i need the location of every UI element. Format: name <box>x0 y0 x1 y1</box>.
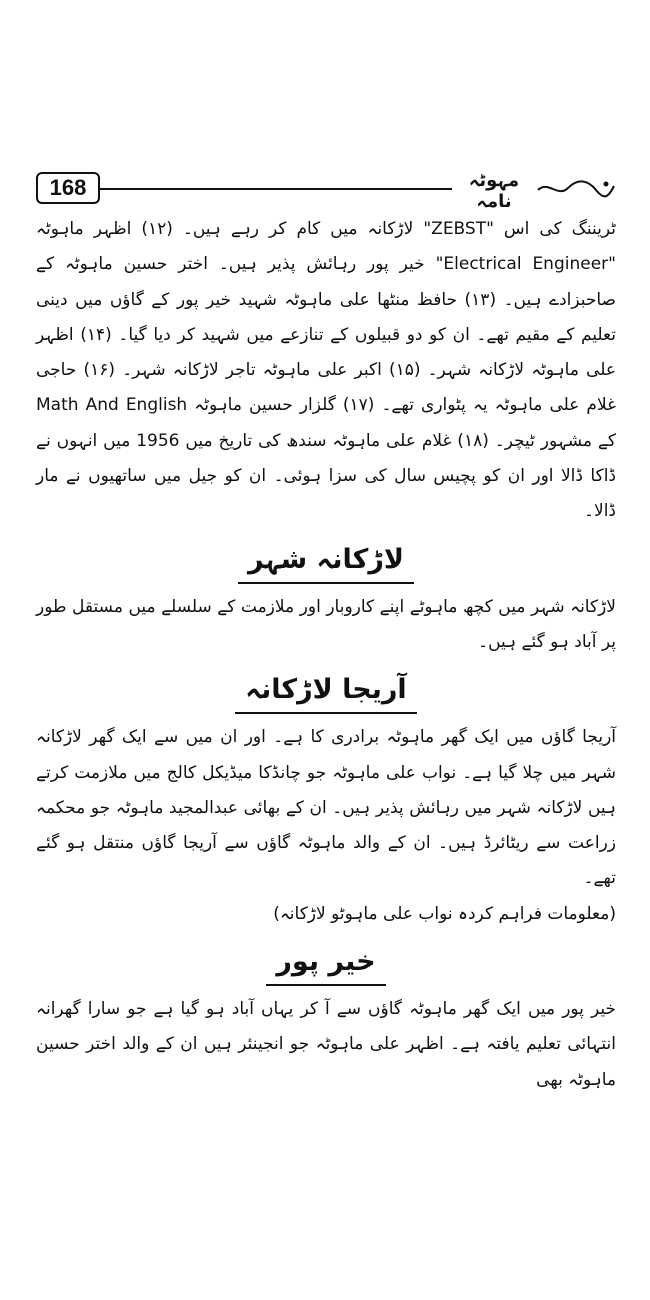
section-title: خیر پور <box>266 942 385 986</box>
header-ornament-icon <box>536 176 616 202</box>
book-title: مہوٹہ نامہ <box>468 170 520 212</box>
khairpur-paragraph: خیر پور میں ایک گھر ماہوٹہ گاؤں سے آ کر یہاں آباد ہو گیا ہے جو سارا گھرانہ انتہائی تعلیم یافتہ ہے۔ اظہر علی ماہوٹہ جو انجینئر ہیں ان کے والد اختر حسین ماہوٹہ بھی <box>36 999 616 1090</box>
section-title: آریجا لاڑکانہ <box>235 670 416 714</box>
arija-paragraph: آریجا گاؤں میں ایک گھر ماہوٹہ برادری کا ہے۔ اور ان میں سے ایک گھر لاڑکانہ شہر میں چلا گیا ہے۔ نواب علی ماہوٹہ جو چانڈکا میڈیکل کالج میں ملازمت کرتے ہیں لاڑکانہ شہر میں رہائش پذیر ہیں۔ ان کے بھائی عبدالمجید ماہوٹہ جو محکمہ زراعت سے ریٹائرڈ ہیں۔ ان کے والد ماہوٹہ گاؤں سے آریجا گاؤں منتقل ہو گئے تھے۔ <box>36 727 616 889</box>
header-rule <box>100 188 452 190</box>
page-content <box>36 212 616 1098</box>
section-heading-khairpur <box>36 942 616 986</box>
section-heading-arija-larkana <box>36 670 616 714</box>
attribution-note: (معلومات فراہم کردہ نواب علی ماہوٹو لاڑکانہ) <box>273 903 616 924</box>
section-title: لاڑکانہ شہر <box>238 540 414 584</box>
page-header <box>36 170 616 212</box>
intro-paragraph: ٹریننگ کی اس "ZEBST" لاڑکانہ میں کام کر رہے ہیں۔ (۱۲) اظہر ماہوٹہ "Electrical Engineer" خیر پور رہائش پذیر ہیں۔ اختر حسین ماہوٹہ کے صاحبزادے ہیں۔ (۱۳) حافظ منٹھا علی ماہوٹہ شہید خیر پور کے گاؤں میں دینی تعلیم کے مقیم تھے۔ ان کو دو قبیلوں کے تنازعے میں شہید کر دیا گیا۔ (۱۴) اظہر علی ماہوٹہ لاڑکانہ شہر۔ (۱۵) اکبر علی ماہوٹہ تاجر لاڑکانہ شہر۔ (۱۶) حاجی غلام علی ماہوٹہ یہ پٹواری تھے۔ (۱۷) گلزار حسین ماہوٹہ Math And English کے مشہور ٹیچر۔ (۱۸) غلام علی ماہوٹہ سندھ کی تاریخ میں 1956 میں انہوں نے ڈاکا ڈالا اور ان کو پچیس سال کی سزا ہوئی۔ ان کو جیل میں ساتھیوں نے مار ڈالا۔ <box>36 219 616 522</box>
page-number: 168 <box>36 172 100 204</box>
section-heading-larkana-city <box>36 540 616 584</box>
larkana-city-paragraph: لاڑکانہ شہر میں کچھ ماہوٹے اپنے کاروبار اور ملازمت کے سلسلے میں مستقل طور پر آباد ہو گئے ہیں۔ <box>36 596 616 652</box>
